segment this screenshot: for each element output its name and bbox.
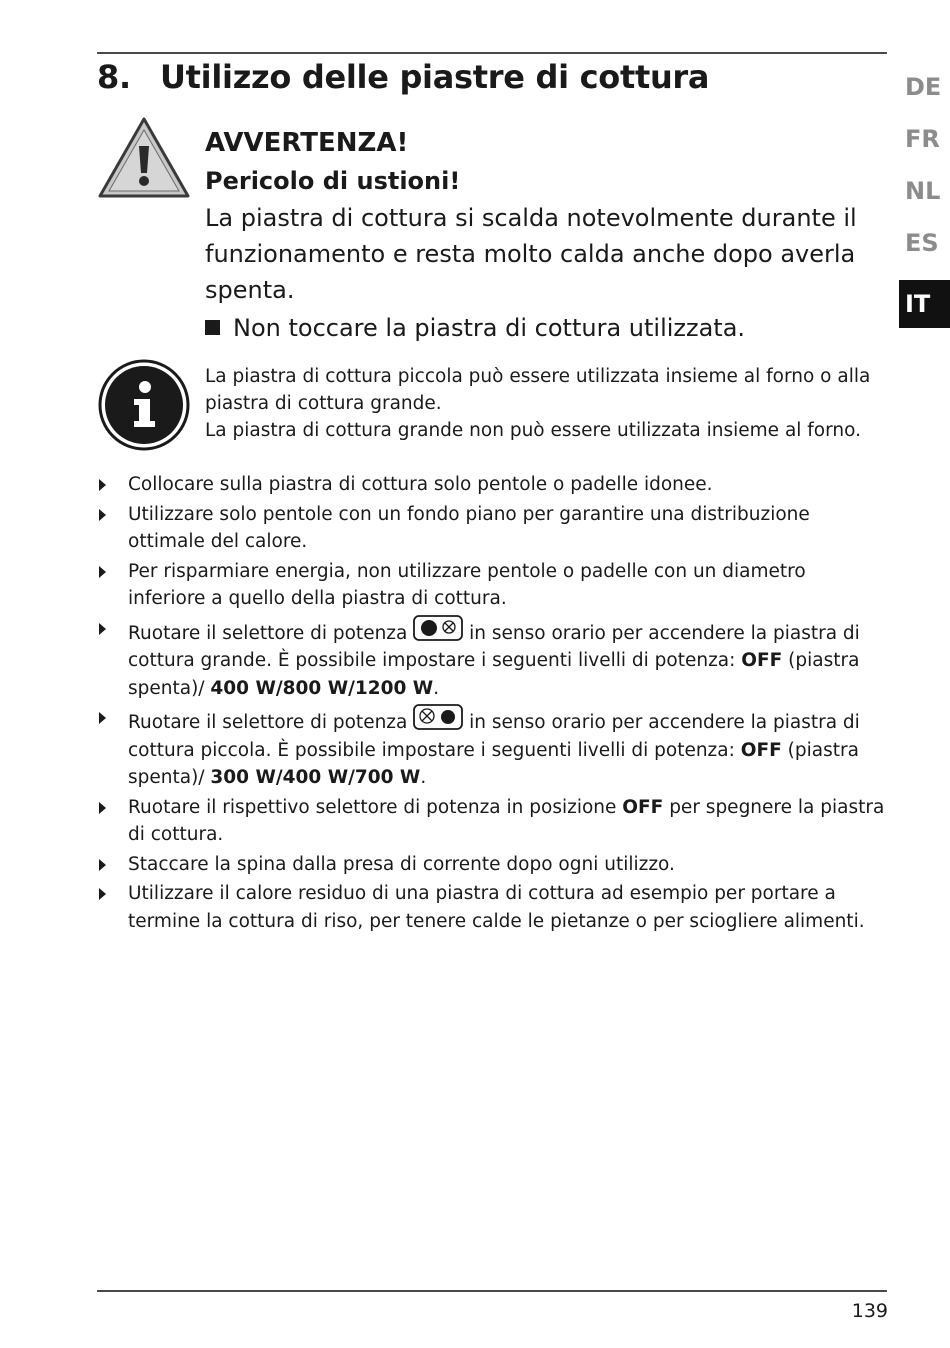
- list-item: [97, 880, 887, 935]
- off-label: OFF: [740, 739, 782, 761]
- triangle-bullet-icon: [99, 479, 106, 491]
- lang-tab-de[interactable]: DE: [905, 73, 942, 101]
- warning-triangle-icon: [97, 116, 191, 200]
- list-item: [97, 615, 887, 703]
- list-item: [97, 501, 887, 556]
- lang-tab-nl[interactable]: NL: [905, 177, 941, 205]
- triangle-bullet-icon: [99, 566, 106, 578]
- instruction-text: Utilizzare il calore residuo di una piastra di cottura ad esempio per portare a termine la cottura di riso, per tenere calde le pietanze o per sciogliere alimenti.: [128, 883, 865, 932]
- triangle-bullet-icon: [99, 623, 106, 635]
- instruction-text: Ruotare il rispettivo selettore di potenza in posizione OFF per spegnere la piastra di cottura.: [128, 796, 885, 845]
- triangle-bullet-icon: [99, 888, 106, 900]
- chapter-title: [97, 58, 709, 96]
- warning-item-text: Non toccare la piastra di cottura utilizzata.: [233, 314, 746, 342]
- info-circle-icon: [98, 359, 190, 451]
- bottom-rule: [97, 1290, 887, 1292]
- lang-tab-it[interactable]: IT: [899, 280, 950, 328]
- warning-subheading: Pericolo di ustioni!: [205, 167, 461, 195]
- knob-large-plate-icon: [413, 615, 463, 641]
- instruction-text: Per risparmiare energia, non utilizzare pentole o padelle con un diametro inferiore a quello della piastra di cottura.: [128, 560, 806, 609]
- list-item: [97, 471, 887, 499]
- instruction-list: [97, 471, 887, 937]
- triangle-bullet-icon: [99, 712, 106, 724]
- info-line-2: La piastra di cottura grande non può essere utilizzata insieme al forno.: [205, 420, 862, 441]
- square-bullet-icon: [205, 320, 220, 335]
- language-tabs: [899, 66, 950, 328]
- instruction-text: Utilizzare solo pentole con un fondo piano per garantire una distribuzione ottimale del calore.: [128, 503, 810, 552]
- list-item: [97, 558, 887, 613]
- chapter-number: 8.: [97, 58, 131, 96]
- triangle-bullet-icon: [99, 859, 106, 871]
- off-label: OFF: [741, 650, 783, 671]
- warning-block: [205, 124, 885, 346]
- list-item: [97, 704, 887, 792]
- instruction-text: Collocare sulla piastra di cottura solo pentole o padelle idonee.: [128, 474, 713, 495]
- power-levels: 400 W/800 W/1200 W: [210, 677, 434, 699]
- instruction-text: Ruotare il selettore di potenza in senso orario per accendere la piastra di cottura piccola. È possibile impostare i seguenti livelli di potenza: OFF (piastra spenta)/ 300 W/400 W/700 W.: [128, 704, 887, 792]
- page-number: 139: [851, 1300, 888, 1322]
- warning-item: [205, 310, 885, 346]
- instruction-text: Ruotare il selettore di potenza in senso orario per accendere la piastra di cottura grande. È possibile impostare i seguenti livelli di potenza: OFF (piastra spenta)/ 400 W/800 W/1200 W.: [128, 615, 887, 703]
- chapter-title-text: Utilizzo delle piastre di cottura: [160, 58, 710, 96]
- list-item: [97, 794, 887, 849]
- triangle-bullet-icon: [99, 509, 106, 521]
- info-block: [205, 363, 885, 444]
- warning-heading: AVVERTENZA!: [205, 128, 409, 158]
- instruction-text: Staccare la spina dalla presa di corrente dopo ogni utilizzo.: [128, 853, 675, 875]
- power-levels: 300 W/400 W/700 W: [210, 767, 421, 788]
- top-rule: [97, 52, 887, 54]
- warning-text: La piastra di cottura si scalda notevolmente durante il funzionamento e resta molto calda anche dopo averla spenta.: [205, 204, 857, 304]
- triangle-bullet-icon: [99, 802, 106, 814]
- info-line-1: La piastra di cottura piccola può essere utilizzata insieme al forno o alla piastra di cottura grande.: [205, 366, 871, 414]
- off-label: OFF: [622, 796, 664, 818]
- lang-tab-es[interactable]: ES: [905, 229, 939, 257]
- list-item: [97, 851, 887, 879]
- lang-tab-fr[interactable]: FR: [905, 125, 940, 153]
- knob-small-plate-icon: [413, 704, 463, 730]
